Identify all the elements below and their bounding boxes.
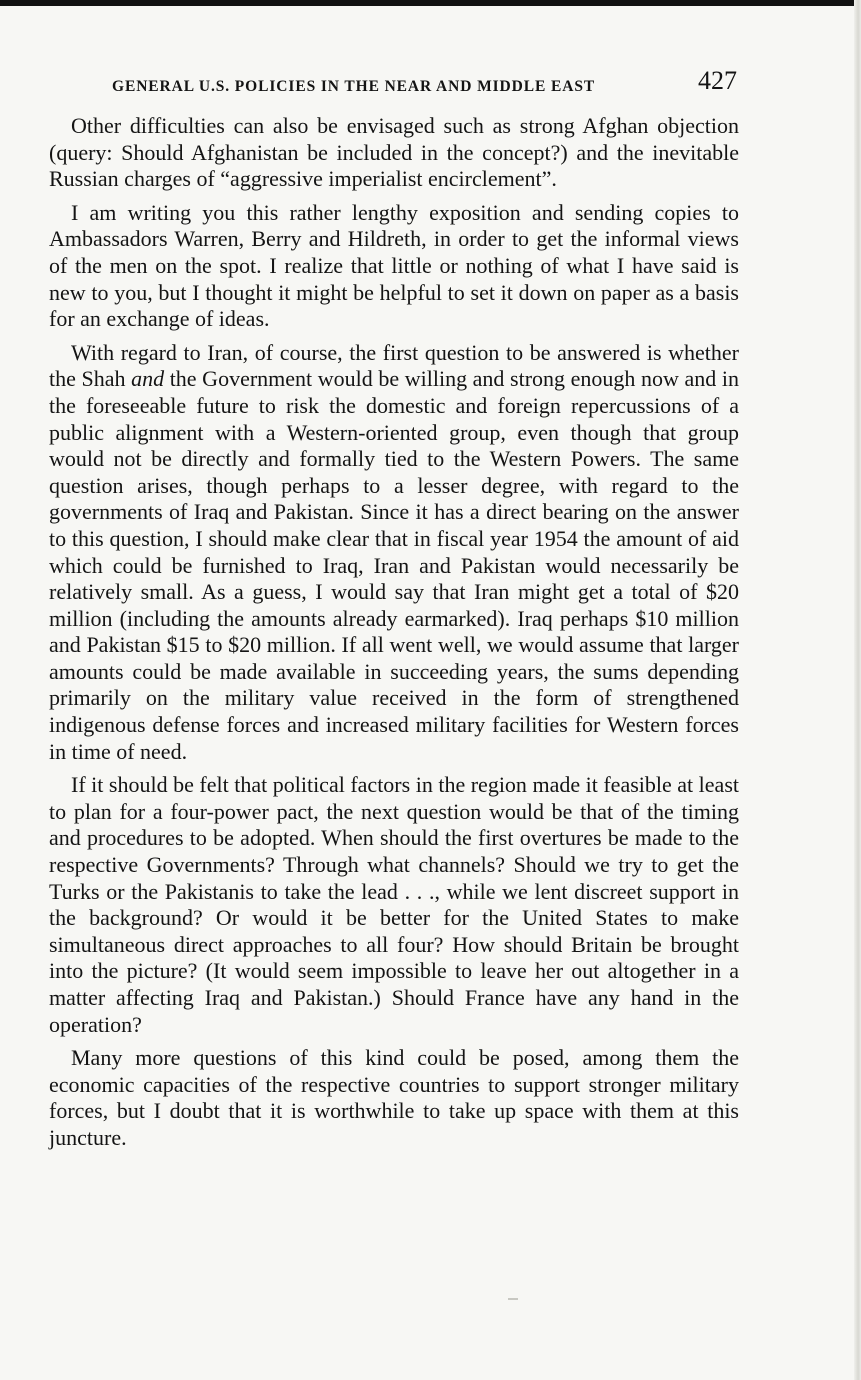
page-header [112,66,737,106]
paragraph-exposition-copies: I am writing you this rather lengthy exposition and sending copies to Ambassadors Warren, Berry and Hildreth, in order to get the informal views of the men on the spot. I realize that little or nothing of what I have said is new to you, but I thought it might be helpful to set it down on paper as a basis for an exchange of ideas. [49,199,739,332]
paragraph-afghan-objection: Other difficulties can also be envisaged such as strong Afghan objection (query: Should Afghanistan be included in the concept?) and the inevitable Russian charges of “aggressive imperialist encirclement”. [49,113,739,192]
paragraph-iran-question [49,340,739,766]
paragraph-four-power-pact: If it should be felt that political factors in the region made it feasible at least to plan for a four-power pact, the next question would be that of the timing and procedures to be adopted. When should the first overtures be made to the respective Governments? Through what channels? Should we try to get the Turks or the Pakistanis to take the lead . . ., while we lent discreet support in the background? Or would it be better for the United States to make simultaneous direct approaches to all four? How should Britain be brought into the picture? (It would seem impossible to leave her out altogether in a matter affecting Iraq and Pakistan.) Should France have any hand in the operation? [49,772,739,1037]
scan-top-border [0,0,861,6]
body-text [49,113,739,1159]
running-head: GENERAL U.S. POLICIES IN THE NEAR AND MIDDLE EAST [112,78,596,95]
paragraph-iran-text-after: the Government would be willing and strong enough now and in the foreseeable future to risk the domestic and foreign repercussions of a public alignment with a Western-oriented group, even though that group would not be directly and formally tied to the Western Powers. The same question arises, though perhaps to a lesser degree, with regard to the governments of Iraq and Pakistan. Since it has a direct bearing on the answer to this question, I should make clear that in fiscal year 1954 the amount of aid which could be furnished to Iraq, Iran and Pakistan would necessarily be relatively small. As a guess, I would say that Iran might get a total of $20 million (including the amounts already earmarked). Iraq perhaps $10 million and Pakistan $15 to $20 million. If all went well, we would assume that larger amounts could be made available in succeeding years, the sums depending primarily on the military value received in the form of strengthened indigenous defense forces and increased military facilities for Western forces in time of need. [49,366,739,764]
emphasis-and: and [131,366,165,392]
scan-mark [508,1298,518,1300]
paragraph-iran-text-before: With regard to Iran, of course, the first question to be answered is whether the Shah [49,339,739,392]
page-number: 427 [698,66,737,95]
scan-right-edge [854,0,861,1380]
paragraph-more-questions: Many more questions of this kind could be posed, among them the economic capacities of the respective countries to support stronger military forces, but I doubt that it is worthwhile to take up space with them at this juncture. [49,1045,739,1150]
